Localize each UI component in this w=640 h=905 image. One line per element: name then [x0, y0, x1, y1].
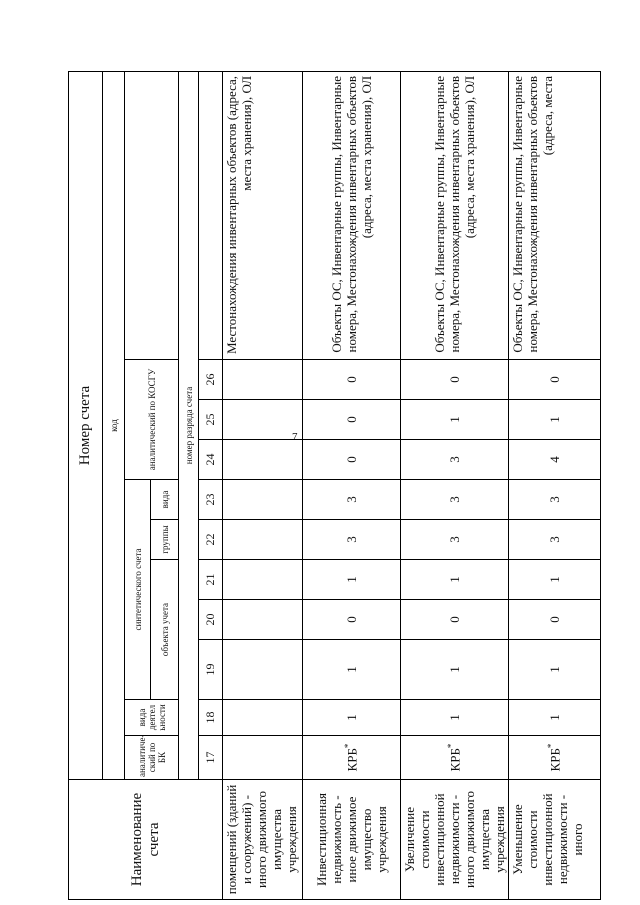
- col-number: 24: [199, 440, 223, 480]
- cell-obj3: 1: [401, 560, 509, 600]
- header-number: Номер счета: [69, 71, 103, 779]
- header-kod: код: [103, 71, 125, 779]
- cell-activity: 1: [401, 700, 509, 736]
- header-kind: вида: [151, 480, 179, 520]
- bk-code: КРБ: [447, 748, 463, 772]
- cell-kind: [223, 480, 303, 520]
- cell-k3: 0: [303, 360, 401, 400]
- table-row: [303, 71, 401, 899]
- header-group: группы: [151, 520, 179, 560]
- cell-k1: 4: [509, 440, 601, 480]
- cell-obj3: 1: [303, 560, 401, 600]
- col-number: 19: [199, 640, 223, 700]
- cell-obj1: [223, 640, 303, 700]
- row-name: Инвестиционная недвижимость - иное движимое имущество учреждения: [303, 780, 401, 900]
- accounts-table: [68, 71, 601, 900]
- cell-bk: [509, 736, 601, 780]
- cell-kind: 3: [509, 480, 601, 520]
- cell-obj2: 0: [401, 600, 509, 640]
- table-row: [509, 71, 601, 899]
- bk-code: КРБ: [547, 748, 563, 772]
- cell-obj2: [223, 600, 303, 640]
- row-name: Уменьшение стоимости инвестиционной недвижимости - иного: [509, 780, 601, 900]
- cell-group: 3: [303, 520, 401, 560]
- cell-kind: 3: [303, 480, 401, 520]
- footnote-mark: *: [445, 743, 456, 749]
- cell-group: 3: [509, 520, 601, 560]
- header-name: Наименование счета: [69, 780, 223, 900]
- cell-k2: [223, 400, 303, 440]
- cell-group: [223, 520, 303, 560]
- cell-k3: 0: [401, 360, 509, 400]
- cell-bk: [401, 736, 509, 780]
- row-detail: Местонахождения инвентарных объектов (адреса, места хранения), ОЛ: [223, 71, 303, 359]
- cell-activity: 1: [509, 700, 601, 736]
- row-detail: Объекты ОС, Инвентарные группы, Инвентарные номера, Местонахождения инвентарных объектов (адреса, места хранения), ОЛ: [401, 71, 509, 359]
- header-activity-type: вида деятел ьности: [125, 700, 179, 736]
- footnote-mark: *: [545, 743, 556, 749]
- row-detail: Объекты ОС, Инвентарные группы, Инвентарные номера, Местонахождения инвентарных объектов (адреса, места: [509, 71, 601, 359]
- header-blank: [125, 71, 179, 359]
- row-name: помещений (зданий и сооружений) - иного движимого имущества учреждения: [223, 780, 303, 900]
- cell-k2: 1: [509, 400, 601, 440]
- cell-group: 3: [401, 520, 509, 560]
- cell-bk: [303, 736, 401, 780]
- col-number: 20: [199, 600, 223, 640]
- cell-activity: 1: [303, 700, 401, 736]
- cell-obj1: 1: [303, 640, 401, 700]
- header-account-object: объекта учета: [151, 560, 179, 700]
- header-analytic-kosgu: аналитический по КОСГУ: [125, 360, 179, 480]
- cell-kind: 3: [401, 480, 509, 520]
- cell-obj2: 0: [303, 600, 401, 640]
- cell-obj2: 0: [509, 600, 601, 640]
- col-number: 23: [199, 480, 223, 520]
- cell-k3: 0: [509, 360, 601, 400]
- col-number: 17: [199, 736, 223, 780]
- cell-k2: 1: [401, 400, 509, 440]
- cell-obj3: [223, 560, 303, 600]
- row-name: Увеличение стоимости инвестиционной недвижимости - иного движимого имущества учреждения: [401, 780, 509, 900]
- col-number: 25: [199, 400, 223, 440]
- blank-cell: [199, 71, 223, 359]
- col-number: 26: [199, 360, 223, 400]
- footnote-mark: *: [342, 743, 353, 749]
- cell-obj1: 1: [509, 640, 601, 700]
- cell-obj1: 1: [401, 640, 509, 700]
- table-wrapper: [68, 72, 585, 900]
- cell-bk: [223, 736, 303, 780]
- cell-k3: [223, 360, 303, 400]
- header-analytic-bk: аналитический по БК: [125, 736, 179, 780]
- bk-code: КРБ: [344, 748, 360, 772]
- header-synthetic: синтетического счета: [125, 480, 151, 700]
- col-number: 21: [199, 560, 223, 600]
- rotated-table-sheet: [68, 72, 585, 900]
- cell-k1: [223, 440, 303, 480]
- cell-k1: 3: [401, 440, 509, 480]
- cell-k2: 0: [303, 400, 401, 440]
- table-row: [223, 71, 303, 899]
- col-number: 22: [199, 520, 223, 560]
- table-row: [401, 71, 509, 899]
- row-detail: Объекты ОС, Инвентарные группы, Инвентарные номера, Местонахождения инвентарных объектов (адреса, места хранения), ОЛ: [303, 71, 401, 359]
- page-number: 7: [292, 431, 298, 443]
- cell-activity: [223, 700, 303, 736]
- cell-k1: 0: [303, 440, 401, 480]
- cell-obj3: 1: [509, 560, 601, 600]
- col-number: 18: [199, 700, 223, 736]
- header-digit-number: номер разряда счета: [179, 71, 199, 779]
